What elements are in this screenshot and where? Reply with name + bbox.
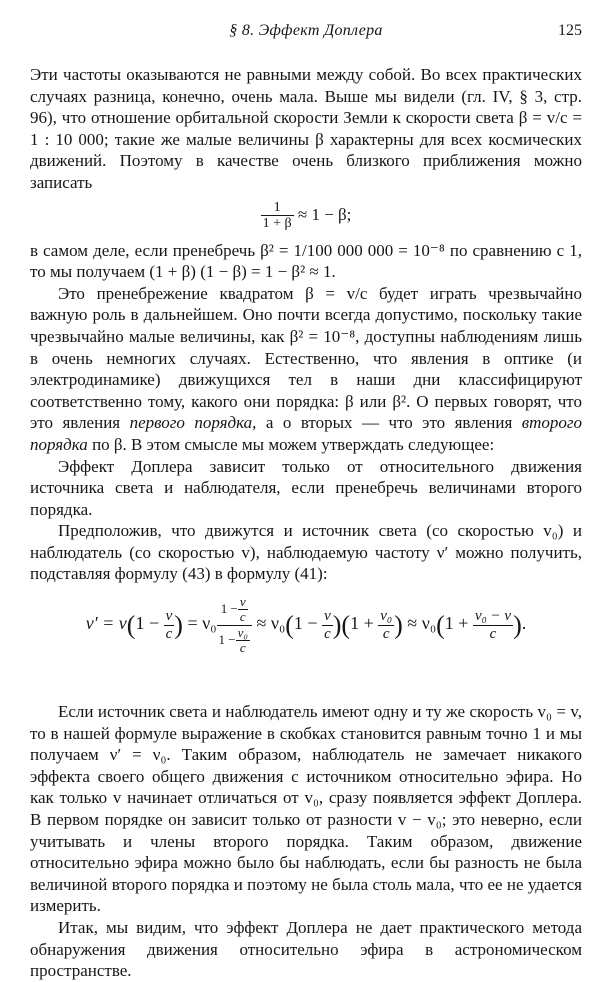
paragraph-6: Итак, мы видим, что эффект Доплера не дает практического метода обнаружения движения относительно эфира в астрономическом пространстве. xyxy=(30,918,582,981)
compound-den-one-minus: 1 − xyxy=(218,631,236,647)
formula-one-plus-2: 1 + xyxy=(444,613,469,634)
page-body xyxy=(30,64,582,982)
formula-approx-1: ≈ xyxy=(256,613,267,634)
compound-num-one-minus: 1 − xyxy=(220,600,238,616)
frac-num: v₀ xyxy=(380,608,393,625)
paren: ( xyxy=(341,610,351,640)
formula-rhs: ≈ 1 − β; xyxy=(297,204,352,224)
frac-den: c xyxy=(165,625,173,642)
paragraph-3-italic-second-order: второго порядка xyxy=(30,413,583,454)
frac-den: c xyxy=(324,625,331,642)
frac-num: v xyxy=(239,594,246,610)
paragraph-1: Эти частоты оказываются не равными между собой. Во всех практических случаях разница, конечно, очень мала. Выше мы видели (гл. IV, § 3, стр. 96), что отношение орбитальной скорости Земли к скорости света β = v/c = 1 : 10 000; такие же малые величины β характерны для всех космических движений. Поэтому в качестве очень близкого приближения можно записать xyxy=(30,65,582,192)
fraction-v-over-c-1 xyxy=(164,608,175,642)
paren: ( xyxy=(126,610,136,640)
compound-denominator xyxy=(217,625,252,656)
compound-numerator xyxy=(217,595,252,625)
formula-approximation xyxy=(30,200,582,236)
frac-den: c xyxy=(236,640,250,655)
frac-den: c xyxy=(473,625,513,643)
paren: ) xyxy=(394,610,403,640)
fraction-v-over-c-3 xyxy=(322,608,333,642)
frac-num: v₀ − v xyxy=(474,608,512,625)
paragraph-3-italic-first-order: первого порядка xyxy=(129,413,253,433)
page-number: 125 xyxy=(558,22,582,39)
fraction-numerator: 1 xyxy=(273,199,281,215)
formula-lhs: ν′ = ν xyxy=(85,613,127,634)
paren: ) xyxy=(174,610,183,640)
fraction-denominator: 1 + β xyxy=(262,215,292,231)
doppler-formula xyxy=(30,595,582,673)
paragraph-2: в самом деле, если пренебречь β² = 1/100 000 000 = 10⁻⁸ по сравнению с 1, то мы получаем (1 + β) (1 − β) = 1 − β² ≈ 1. xyxy=(30,240,582,282)
formula-approx-2: ≈ xyxy=(407,613,418,634)
frac-den: c xyxy=(239,609,246,625)
doppler-statement: Эффект Доплера зависит только от относительного движения источника света и наблюдателя, если пренебречь величинами второго порядка. xyxy=(30,456,582,519)
paragraph-5: Если источник света и наблюдатель имеют одну и ту же скорость v₀ = v, то в нашей формуле выражение в скобках становится равным точно 1 и мы получаем ν′ = ν₀. Таким образом, наблюдатель не замечает никакого эффекта своего общего движения с источником относительно эфира. Но как только v начинает отличаться от v₀, сразу появляется эффект Доплера. В первом порядке он зависит только от разности v − v₀; это неверно, если учитывать и члены второго порядка. Таким образом, движение относительно эфира можно было бы наблюдать, если бы разность не была величиной второго порядка и поэтому не была столь мала, что ее не удается измерить. xyxy=(30,702,582,916)
paren: ) xyxy=(332,610,342,640)
paren: ( xyxy=(436,610,445,640)
formula-nu0-3: ν₀ xyxy=(421,613,437,634)
frac-num: v₀ xyxy=(237,624,248,640)
fraction-compound xyxy=(217,595,252,655)
frac-num: v xyxy=(165,608,173,625)
fraction-v-over-c-2 xyxy=(238,595,248,625)
paren: ( xyxy=(285,610,294,640)
paragraph-3-text-a: Это пренебрежение квадратом β = v/c будет играть чрезвычайно важную роль в дальнейшем. Оно почти всегда допустимо, поскольку такие чрезвычайно малые величины, как β² = 10⁻⁸, доступны наблюдениям лишь в очень немногих случаях. Естественно, что явления в оптике (и электродинамике) движущихся тел в наши дни классифицируют соответственно тому, какого они порядка: β или β². О первых говорят, что это явления xyxy=(30,283,582,433)
fraction-v0-over-c-1 xyxy=(236,626,250,656)
paragraph-3-text-b: , а о вторых — что это явления xyxy=(252,413,522,433)
frac-num: v xyxy=(324,608,331,625)
header-title: § 8. Эффект Доплера xyxy=(229,22,383,39)
formula-nu0-2: ν₀ xyxy=(270,613,286,634)
formula-one-minus-2: 1 − xyxy=(293,613,318,634)
frac-den: c xyxy=(378,625,394,643)
paragraph-3-text-c: по β. В этом смысле мы можем утверждать следующее: xyxy=(87,434,495,454)
formula-equals: = xyxy=(187,613,198,634)
running-header xyxy=(30,22,582,48)
fraction-one-over-one-plus-beta xyxy=(261,200,294,232)
formula-one-plus-1: 1 + xyxy=(350,613,374,634)
paragraph-3 xyxy=(30,283,582,456)
formula-one-minus-1: 1 − xyxy=(135,613,160,634)
fraction-v0-over-c-2 xyxy=(378,608,394,642)
paragraph-4: Предположив, что движутся и источник света (со скоростью v₀) и наблюдатель (со скоростью v), наблюдаемую частоту ν′ можно получить, подставляя формулу (43) в формулу (41): xyxy=(30,521,582,584)
formula-nu0-1: ν₀ xyxy=(202,613,217,634)
formula-period: . xyxy=(521,613,527,634)
fraction-v0-minus-v-over-c xyxy=(473,608,513,642)
paren: ) xyxy=(513,610,522,640)
